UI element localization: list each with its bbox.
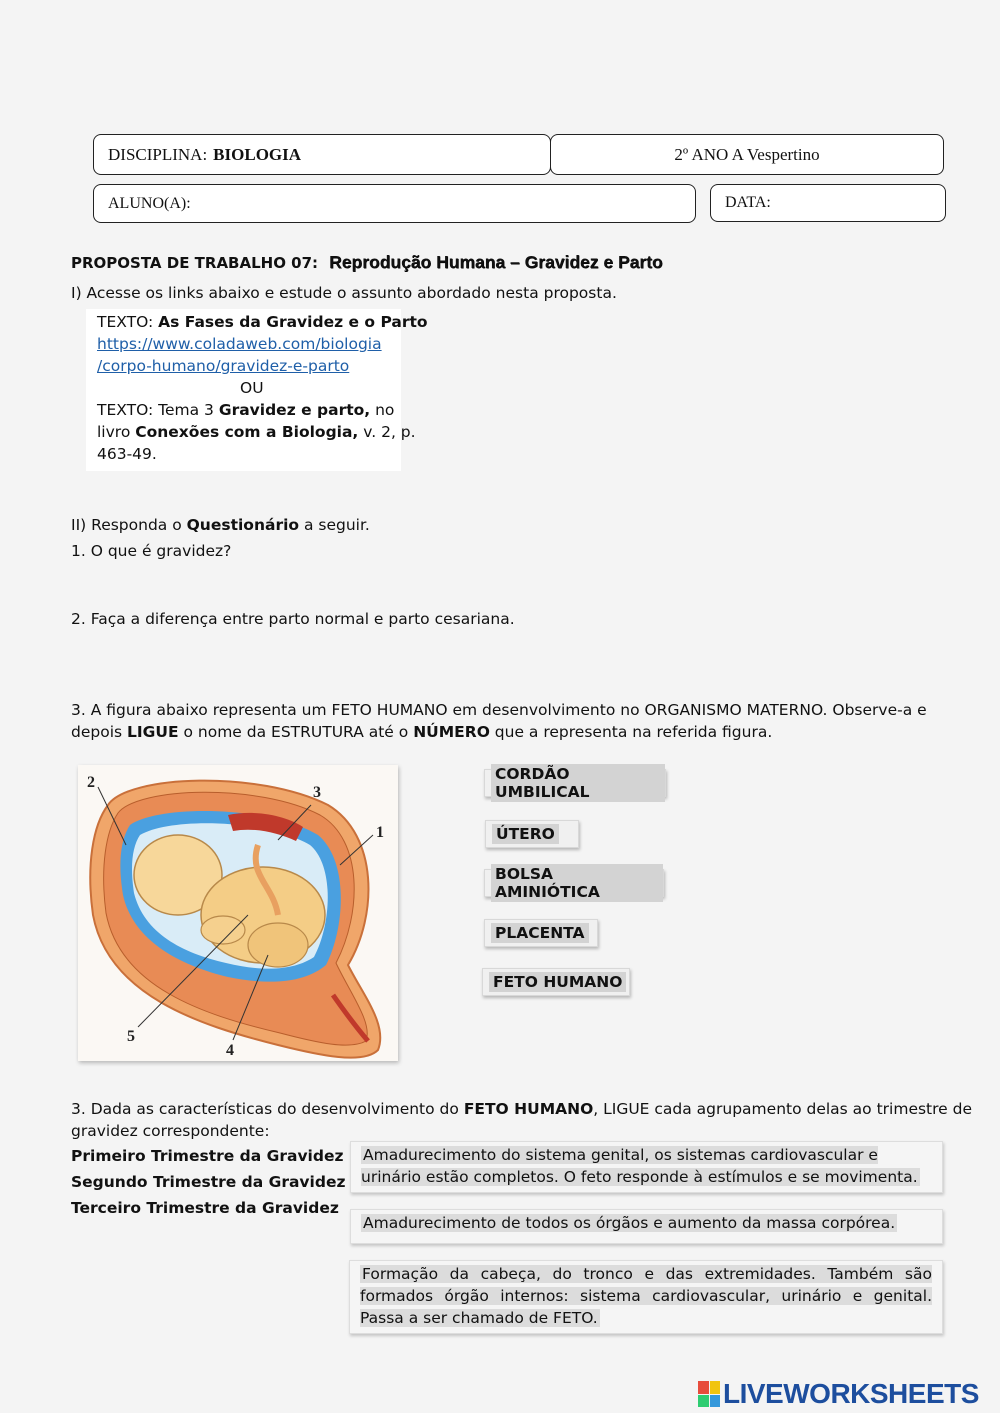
section2-intro-pre: II) Responda o [71, 516, 187, 534]
trimestre-2: Segundo Trimestre da Gravidez [71, 1173, 346, 1191]
figure-label-2: 2 [87, 774, 95, 791]
links-box [86, 309, 428, 471]
question-1: 1. O que é gravidez? [71, 542, 232, 560]
option-text-3: Formação da cabeça, do tronco e das extremidades. Também são formados órgão internos: sistema cardiovascular, urinário e genital. Passa a ser chamado de FETO. [360, 1265, 932, 1327]
question-2: 2. Faça a diferença entre parto normal e parto cesariana. [71, 610, 515, 628]
disciplina-label: DISCIPLINA: [108, 144, 208, 164]
drag-item-feto[interactable] [482, 968, 630, 996]
question-3 [71, 699, 931, 743]
drag-item-label: PLACENTA [491, 923, 589, 943]
section2-intro [71, 514, 370, 536]
q3-line2-post: que a representa na referida figura. [489, 723, 773, 741]
coladaweb-link-part2[interactable]: /corpo-humano/gravidez-e-parto [97, 357, 350, 375]
question-3-line1: 3. A figura abaixo representa um FETO HUMANO em desenvolvimento no ORGANISMO MATERNO. Observe-a e [71, 701, 927, 719]
figure-label-5: 5 [127, 1028, 135, 1045]
section2-intro-post: a seguir. [299, 516, 370, 534]
texto2-line3: 463-49. [97, 445, 157, 463]
q4-line1-bold: FETO HUMANO [463, 1100, 594, 1118]
texto2-prefix: TEXTO: Tema 3 [97, 401, 219, 419]
proposta-title: Reprodução Humana – Gravidez e Parto [329, 252, 663, 272]
data-field[interactable] [710, 184, 946, 222]
drag-item-utero[interactable] [485, 820, 579, 848]
disciplina-value: BIOLOGIA [213, 144, 302, 164]
texto2-bold: Gravidez e parto, [218, 401, 371, 419]
q3-numero: NÚMERO [413, 723, 490, 741]
drag-item-cordao[interactable] [484, 765, 666, 801]
texto2-line2-post: v. 2, p. [358, 423, 416, 441]
texto1-title: As Fases da Gravidez e o Parto [158, 313, 428, 331]
option-box-1[interactable] [350, 1141, 943, 1193]
data-label: DATA: [725, 194, 771, 211]
section1-intro: I) Acesse os links abaixo e estude o assunto abordado nesta proposta. [71, 284, 617, 302]
trimestre-list [71, 1143, 345, 1221]
section2-intro-bold: Questionário [186, 516, 300, 534]
figure-label-3: 3 [313, 784, 321, 801]
texto2-line2-pre: livro [97, 423, 136, 441]
question-4 [71, 1098, 973, 1142]
aluno-label: ALUNO(A): [108, 194, 191, 212]
q4-line2: gravidez correspondente: [71, 1122, 270, 1140]
drag-item-label: BOLSA AMINIÓTICA [491, 864, 663, 902]
disciplina-box [93, 134, 551, 175]
aluno-field[interactable] [93, 184, 696, 223]
answer-2-area[interactable] [71, 633, 931, 693]
live-badge-icon [698, 1381, 720, 1407]
q3-line2-pre: depois [71, 723, 128, 741]
trimestre-1: Primeiro Trimestre da Gravidez [71, 1147, 344, 1165]
proposta-heading [71, 252, 663, 273]
q3-ligue: LIGUE [127, 723, 179, 741]
fetus-figure [78, 765, 398, 1061]
brand-name: LIVEWORKSHEETS [723, 1378, 979, 1409]
coladaweb-link-part1[interactable]: https://www.coladaweb.com/biologia [97, 335, 382, 353]
option-text-2: Amadurecimento de todos os órgãos e aumento da massa corpórea. [363, 1214, 896, 1232]
proposta-label: PROPOSTA DE TRABALHO 07: [71, 254, 319, 272]
texto2-after: no [370, 401, 395, 419]
turma-box [550, 134, 944, 175]
q4-line1-pre: 3. Dada as características do desenvolvimento do [71, 1100, 464, 1118]
trimestre-3: Terceiro Trimestre da Gravidez [71, 1199, 339, 1217]
q3-line2-mid: o nome da ESTRUTURA até o [178, 723, 414, 741]
liveworksheets-logo [698, 1378, 979, 1410]
figure-label-4: 4 [226, 1042, 234, 1059]
drag-item-placenta[interactable] [484, 919, 598, 947]
figure-label-1: 1 [376, 824, 384, 841]
texto1-prefix: TEXTO: [97, 313, 159, 331]
turma-text: 2º ANO A Vespertino [674, 144, 820, 164]
answer-1-area[interactable] [71, 565, 931, 607]
drag-item-bolsa[interactable] [484, 865, 664, 901]
q4-line1-post: , LIGUE cada agrupamento delas ao trimestre de [593, 1100, 973, 1118]
drag-item-label: FETO HUMANO [489, 972, 626, 992]
texto2-book: Conexões com a Biologia, [135, 423, 359, 441]
option-box-3[interactable] [349, 1260, 943, 1334]
ou-text: OU [240, 379, 264, 397]
fetus-illustration [78, 765, 398, 1061]
drag-item-label: CORDÃO UMBILICAL [491, 764, 665, 802]
option-box-2[interactable] [350, 1209, 943, 1244]
drag-item-label: ÚTERO [492, 824, 559, 844]
option-text-1: Amadurecimento do sistema genital, os sistemas cardiovascular e urinário estão completos. O feto responde à estímulos e se movimenta. [361, 1146, 918, 1186]
